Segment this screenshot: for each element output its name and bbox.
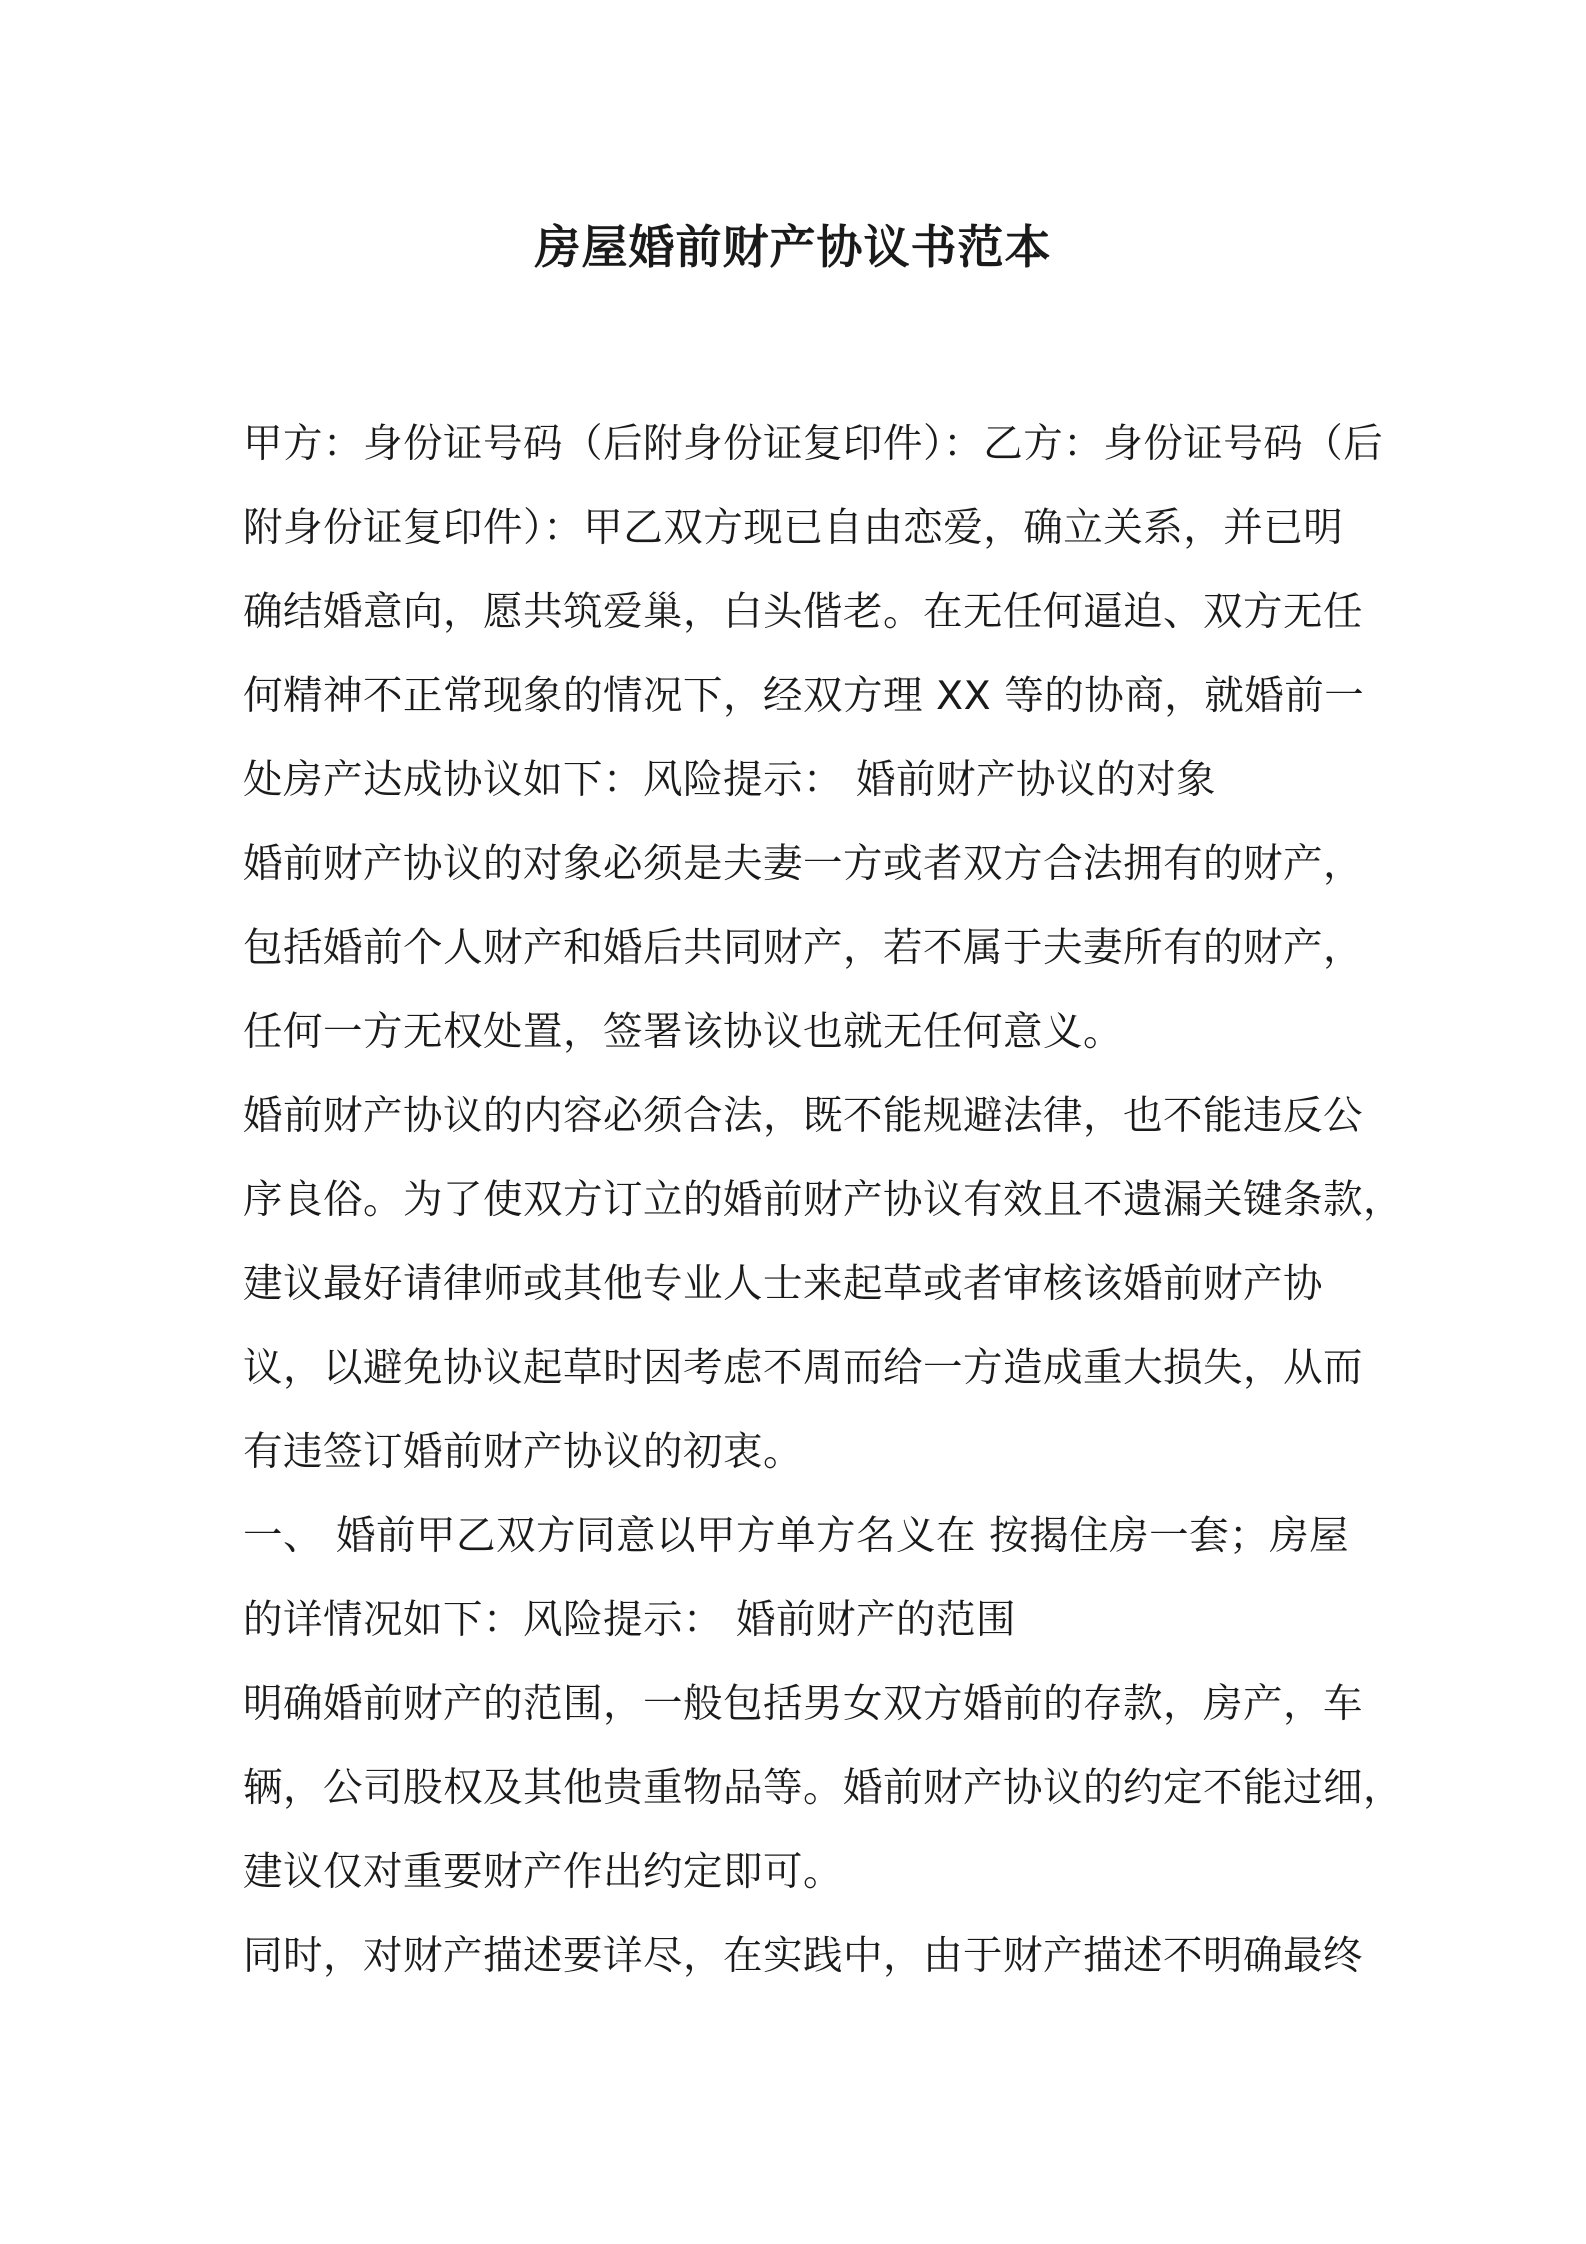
body-line: 何精神不正常现象的情况下，经双方理 XX 等的协商，就婚前一 [243,673,1365,719]
body-line: 处房产达成协议如下：风险提示： 婚前财产协议的对象 [243,757,1217,803]
body-line: 建议最好请律师或其他专业人士来起草或者审核该婚前财产协 [243,1261,1323,1307]
body-line: 一、 婚前甲乙双方同意以甲方单方名义在 按揭住房一套；房屋 [243,1513,1350,1559]
body-line: 确结婚意向，愿共筑爱巢，白头偕老。在无任何逼迫、双方无任 [243,589,1363,635]
body-line: 的详情况如下：风险提示： 婚前财产的范围 [243,1597,1017,1643]
body-line: 甲方：身份证号码（后附身份证复印件）：乙方：身份证号码（后 [243,421,1384,467]
body-line: 任何一方无权处置，签署该协议也就无任何意义。 [243,1009,1123,1055]
body-line: 同时，对财产描述要详尽，在实践中，由于财产描述不明确最终 [243,1933,1363,1979]
body-line: 序良俗。为了使双方订立的婚前财产协议有效且不遗漏关键条款， [243,1177,1403,1223]
body-line: 建议仅对重要财产作出约定即可。 [243,1849,843,1895]
body-line: 包括婚前个人财产和婚后共同财产，若不属于夫妻所有的财产， [243,925,1363,971]
body-line: 议，以避免协议起草时因考虑不周而给一方造成重大损失，从而 [243,1345,1363,1391]
body-line: 婚前财产协议的内容必须合法，既不能规避法律，也不能违反公 [243,1093,1363,1139]
body-line: 辆，公司股权及其他贵重物品等。婚前财产协议的约定不能过细， [243,1765,1403,1811]
document-body [243,402,1403,1998]
body-line: 有违签订婚前财产协议的初衷。 [243,1429,803,1475]
body-line: 婚前财产协议的对象必须是夫妻一方或者双方合法拥有的财产， [243,841,1363,887]
body-line: 附身份证复印件）：甲乙双方现已自由恋爱，确立关系，并已明 [243,505,1344,551]
body-line: 明确婚前财产的范围，一般包括男女双方婚前的存款，房产，车 [243,1681,1363,1727]
document-title: 房屋婚前财产协议书范本 [534,220,1052,274]
